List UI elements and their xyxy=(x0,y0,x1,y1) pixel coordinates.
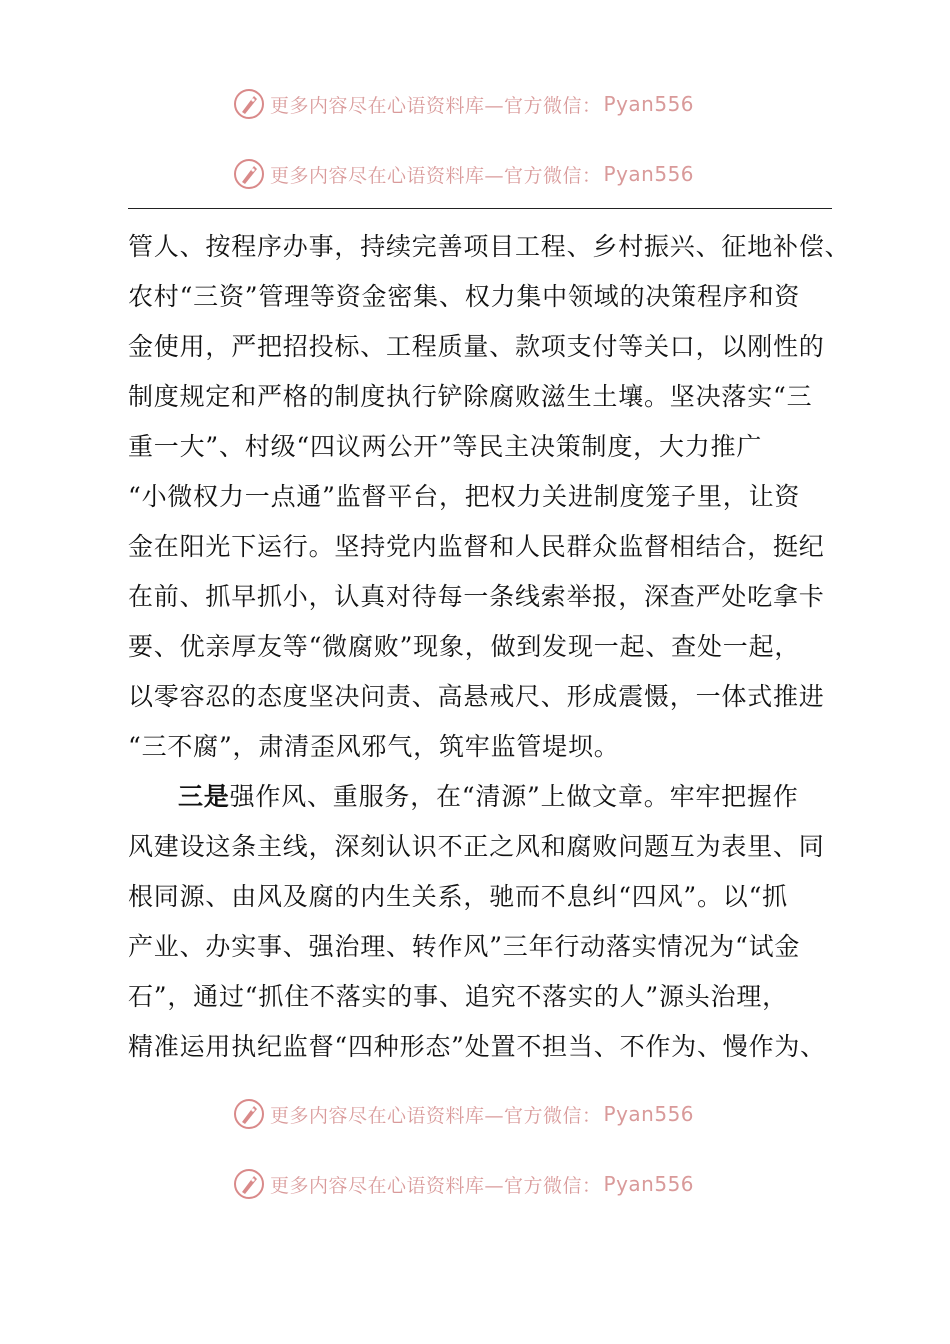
text-line: 金在阳光下运行。坚持党内监督和人民群众监督相结合，挺纪 xyxy=(128,532,825,561)
watermark-text: 更多内容尽在心语资料库—官方微信： xyxy=(270,1174,602,1197)
text-line: 制度规定和严格的制度执行铲除腐败滋生土壤。坚决落实“三 xyxy=(128,382,813,411)
pen-nib-icon xyxy=(232,1167,266,1201)
watermark-text: 更多内容尽在心语资料库—官方微信： xyxy=(270,164,602,187)
header-divider xyxy=(128,208,832,209)
watermark-wechat-id: Pyan556 xyxy=(603,1172,695,1196)
text-line: 根同源、由风及腐的内生关系，驰而不息纠“四风”。以“抓 xyxy=(128,882,788,911)
watermark-banner xyxy=(232,1096,694,1132)
pen-nib-icon xyxy=(232,157,266,191)
watermark-wechat-id: Pyan556 xyxy=(603,92,695,116)
watermark-text: 更多内容尽在心语资料库—官方微信： xyxy=(270,1104,602,1127)
paragraph-2 xyxy=(128,772,840,1072)
watermark-banner xyxy=(232,156,694,192)
watermark-wechat-id: Pyan556 xyxy=(603,1102,695,1126)
paragraph-1 xyxy=(128,222,851,772)
watermark-text: 更多内容尽在心语资料库—官方微信： xyxy=(270,94,602,117)
text-line: “小微权力一点通”监督平台，把权力关进制度笼子里，让资 xyxy=(128,482,801,511)
text-line: 农村“三资”管理等资金密集、权力集中领域的决策程序和资 xyxy=(128,282,801,311)
text-line: 精准运用执纪监督“四种形态”处置不担当、不作为、慢作为、 xyxy=(128,1032,826,1061)
text-line: 以零容忍的态度坚决问责、高悬戒尺、形成震慑，一体式推进 xyxy=(128,682,825,711)
text-line: 重一大”、村级“四议两公开”等民主决策制度，大力推广 xyxy=(128,432,763,461)
watermark-banner xyxy=(232,1166,694,1202)
document-body xyxy=(128,222,851,1072)
watermark-wechat-id: Pyan556 xyxy=(603,162,695,186)
paragraph-lead: 三是 xyxy=(178,782,230,811)
text-line: 风建设这条主线，深刻认识不正之风和腐败问题互为表里、同 xyxy=(128,832,825,861)
text-line: 管人、按程序办事，持续完善项目工程、乡村振兴、征地补偿、 xyxy=(128,232,851,261)
pen-nib-icon xyxy=(232,1097,266,1131)
text-line: “三不腐”，肃清歪风邪气，筑牢监管堤坝。 xyxy=(128,732,620,761)
text-line: 要、优亲厚友等“微腐败”现象，做到发现一起、查处一起， xyxy=(128,632,801,661)
text-line: 金使用，严把招投标、工程质量、款项支付等关口，以刚性的 xyxy=(128,332,825,361)
text-run: 强作风、重服务，在“清源”上做文章。牢牢把握作 xyxy=(229,782,799,811)
text-line: 石”，通过“抓住不落实的事、追究不落实的人”源头治理， xyxy=(128,982,788,1011)
watermark-banner xyxy=(232,86,694,122)
text-line: 产业、办实事、强治理、转作风”三年行动落实情况为“试金 xyxy=(128,932,801,961)
text-line: 在前、抓早抓小，认真对待每一条线索举报，深查严处吃拿卡 xyxy=(128,582,825,611)
pen-nib-icon xyxy=(232,87,266,121)
text-line-first xyxy=(128,772,840,822)
